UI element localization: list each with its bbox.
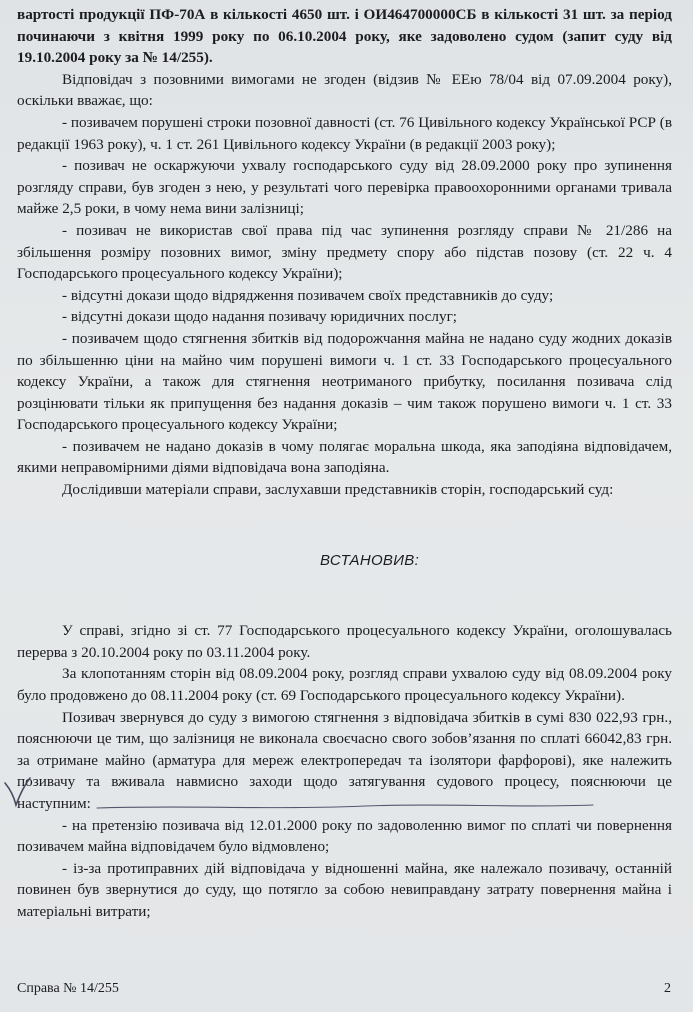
page-footer [17,978,671,1000]
handwritten-check-mark [2,775,32,811]
objection-item: - позивач не використав свої права під час зупинення розгляду справи № 21/286 на збільшення розміру позовних вимог, зміну предмету спору або підстав позову (ст. 22 ч. 4 Господарського процесуального кодексу України); [17,221,672,283]
objection-item: - позивач не оскаржуючи ухвалу господарського суду від 28.09.2000 року про зупинення розгляду справи, був згоден з нею, у результаті чого перевірка правоохоронними органами тривала майже 2,5 роки, в чому нема вини залізниці; [17,157,672,218]
claim-item: - із-за протиправних дій відповідача у відношенні майна, яке належало позивачу, останній повинен був звернутися до суду, що потягло за собою невиправдану затрату повернення майна і матеріальні витрати; [17,859,672,920]
objection-item: - відсутні докази щодо відрядження позивачем своїх представників до суду; [62,286,554,304]
paragraph-recess: У справі, згідно зі ст. 77 Господарського процесуального кодексу України, оголошувалась перерва з 20.10.2004 року по 03.11.2004 року. [17,622,672,661]
document-body [17,4,672,923]
page-number: 2 [664,981,671,996]
section-heading: ВСТАНОВИВ: [319,551,420,569]
objection-item: - позивачем порушені строки позовної давності (ст. 76 Цивільного кодексу Української РСР (в редакції 1963 року), ч. 1 ст. 261 Цивільного кодексу України (в редакції 2003 року); [17,113,672,153]
objection-item: - відсутні докази щодо надання позивачу юридичних послуг; [62,308,458,326]
objection-item: - позивачем щодо стягнення збитків від подорожчання майна не надано суду жодних доказів по збільшенню ціни на майно чим порушені вимоги ч. 1 ст. 33 Господарського процесуального кодексу України, а також для стягнення неотриманого прибутку, посилання позивача слід розцінювати тільки як припущення без надання доказів – чим також порушено вимоги ч. 1 ст. 33 Господарського процесуального кодексу України; [17,329,672,434]
paragraph-defendant-position: Відповідач з позовними вимогами не згоден (відзив № ЕЕю 78/04 від 07.09.2004 року), оскільки вважає, що: [17,70,672,110]
handwritten-underline [95,798,595,814]
paragraph-court-review: Дослідивши матеріали справи, заслухавши представників сторін, господарський суд: [62,481,614,499]
paragraph-extension: За клопотанням сторін від 08.09.2004 року, розгляд справи ухвалою суду від 08.09.2004 року було продовжено до 08.11.2004 року (ст. 69 Господарського процесуального кодексу України). [17,665,672,705]
claim-item: - на претензію позивача від 12.01.2000 року по задоволенню вимог по сплаті чи повернення позивачем майна відповідачем було відмовлено; [17,816,672,856]
case-number-label: Справа № 14/255 [17,981,119,996]
objection-item: - позивачем не надано доказів в чому полягає моральна шкода, яка заподіяна відповідачем, якими неправомірними діями відповідача вона заподіяна. [17,437,672,477]
paragraph-claim: Позивач звернувся до суду з вимогою стягнення з відповідача збитків в сумі 830 022,93 грн., пояснюючи це тим, що залізниця не виконала своєчасно свого зобов’язання по сплаті 66042,83 грн. за отримане майно (арматура для мереж електропередач та ізолятори фарфорові), яке належить позивачу та вживала навмисно заходи щодо затягування судового процесу, пояснюючи це наступним: [17,708,672,812]
paragraph-continuation: вартості продукції ПФ-70А в кількості 4650 шт. і ОИ464700000СБ в кількості 31 шт. за період починаючи з квітня 1999 року по 06.10.2004 року, яке задоволено судом (запит суду від 19.10.2004 року за № 14/255). [17,6,672,67]
